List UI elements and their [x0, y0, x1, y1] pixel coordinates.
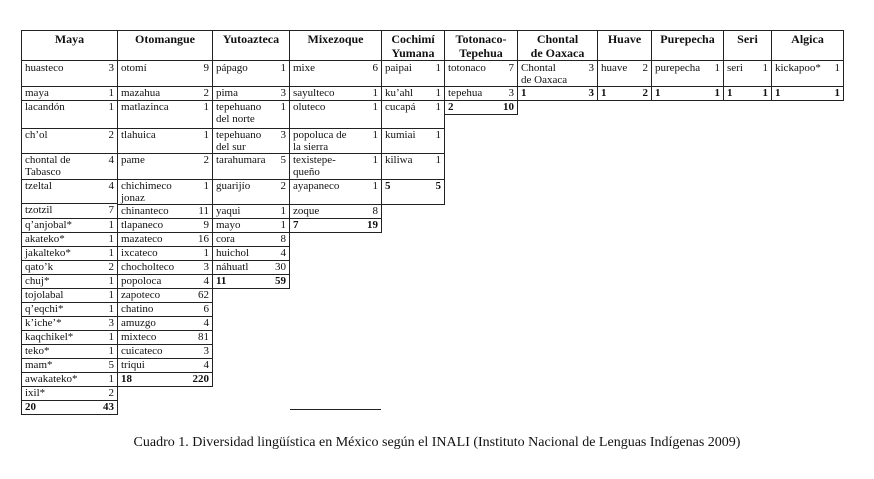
language-row: [21, 86, 118, 101]
language-row: [21, 386, 118, 401]
language-row: [289, 86, 382, 101]
variant-count: 9: [203, 62, 209, 74]
variant-count: 7: [108, 204, 114, 216]
language-row: [597, 61, 652, 87]
variant-count: 4: [108, 154, 114, 166]
variant-count: 1: [372, 87, 378, 99]
variant-count: 1: [762, 62, 768, 74]
language-row: [212, 128, 290, 154]
language-name: kickapoo*: [775, 62, 821, 74]
total-row: [21, 400, 118, 415]
language-row: [21, 153, 118, 180]
language-name: totonaco: [448, 62, 486, 74]
language-row: [517, 61, 598, 87]
language-name: cora: [216, 233, 235, 245]
total-language-count: 20: [25, 401, 36, 413]
language-name: popoluca de la sierra: [293, 129, 347, 153]
variant-count: 1: [108, 345, 114, 357]
variant-count: 8: [372, 205, 378, 217]
language-name: ixil*: [25, 387, 46, 399]
variant-count: 1: [108, 275, 114, 287]
variant-count: 3: [203, 345, 209, 357]
language-name: chuj*: [25, 275, 50, 287]
total-language-count: 11: [216, 275, 227, 287]
variant-count: 6: [372, 62, 378, 74]
column-header: Yutoazteca: [212, 30, 290, 61]
variant-count: 2: [108, 387, 114, 399]
variant-count: 1: [280, 219, 286, 231]
variant-count: 3: [280, 87, 286, 99]
language-name: teko*: [25, 345, 50, 357]
language-row: [117, 232, 213, 247]
language-row: [21, 218, 118, 233]
column-header: Seri: [723, 30, 772, 61]
language-row: [212, 204, 290, 219]
variant-count: 3: [508, 87, 514, 99]
variant-count: 1: [372, 154, 378, 166]
language-name: qato’k: [25, 261, 54, 273]
variant-count: 1: [435, 129, 441, 141]
language-name: paipai: [385, 62, 412, 74]
language-name: tarahumara: [216, 154, 266, 166]
language-name: ch’ol: [25, 129, 48, 141]
language-name: zoque: [293, 205, 320, 217]
language-name: chinanteco: [121, 205, 169, 217]
language-row: [117, 100, 213, 129]
language-name: popoloca: [121, 275, 162, 287]
language-row: [381, 86, 445, 101]
total-row: [771, 86, 844, 101]
variant-count: 9: [203, 219, 209, 231]
language-name: chatino: [121, 303, 154, 315]
language-name: zapoteco: [121, 289, 161, 301]
variant-count: 11: [198, 205, 209, 217]
language-row: [21, 246, 118, 261]
language-name: mazateco: [121, 233, 163, 245]
language-row: [212, 179, 290, 205]
language-row: [21, 372, 118, 387]
variant-count: 1: [834, 62, 840, 74]
language-name: oluteco: [293, 101, 326, 113]
total-language-count: 7: [293, 219, 299, 231]
language-row: [21, 274, 118, 289]
variant-count: 1: [435, 87, 441, 99]
language-row: [21, 61, 118, 87]
column-header: Purepecha: [651, 30, 724, 61]
variant-count: 5: [108, 359, 114, 371]
language-name: tepehuano del norte: [216, 101, 262, 125]
variant-count: 1: [203, 247, 209, 259]
language-row: [21, 232, 118, 247]
total-row: [444, 100, 518, 115]
language-row: [117, 204, 213, 219]
variant-count: 1: [203, 101, 209, 113]
variant-count: 1: [280, 101, 286, 113]
language-name: lacandón: [25, 101, 65, 113]
language-row: [651, 61, 724, 87]
total-language-count: 1: [655, 87, 661, 99]
column-header: Huave: [597, 30, 652, 61]
language-row: [117, 288, 213, 303]
language-row: [212, 260, 290, 275]
variant-count: 3: [588, 62, 594, 74]
variant-count: 1: [108, 373, 114, 385]
language-row: [21, 203, 118, 219]
language-name: mayo: [216, 219, 241, 231]
language-row: [117, 274, 213, 289]
language-row: [117, 358, 213, 373]
total-variant-count: 1: [762, 87, 768, 99]
language-name: ayapaneco: [293, 180, 340, 192]
column-header: Mixezoque: [289, 30, 382, 61]
language-row: [117, 61, 213, 87]
language-name: pápago: [216, 62, 248, 74]
total-row: [212, 274, 290, 289]
variant-count: 3: [203, 261, 209, 273]
language-name: purepecha: [655, 62, 701, 74]
language-name: tzeltal: [25, 180, 52, 192]
language-name: mixteco: [121, 331, 157, 343]
variant-count: 2: [108, 261, 114, 273]
language-row: [771, 61, 844, 87]
language-name: tlapaneco: [121, 219, 164, 231]
language-row: [117, 218, 213, 233]
language-row: [444, 61, 518, 87]
language-name: huasteco: [25, 62, 64, 74]
column-header: Cochimí Yumana: [381, 30, 445, 61]
total-variant-count: 43: [103, 401, 114, 413]
total-row: [289, 218, 382, 233]
total-row: [723, 86, 772, 101]
variant-count: 3: [108, 317, 114, 329]
language-name: Chontal de Oaxaca: [521, 62, 568, 86]
divider-line: [290, 409, 381, 410]
total-row: [517, 86, 598, 101]
language-name: kumiai: [385, 129, 416, 141]
language-name: q’eqchi*: [25, 303, 64, 315]
language-name: chontal de Tabasco: [25, 154, 71, 178]
variant-count: 3: [280, 129, 286, 141]
variant-count: 6: [203, 303, 209, 315]
total-variant-count: 10: [503, 101, 514, 113]
language-row: [21, 288, 118, 303]
language-name: pima: [216, 87, 238, 99]
language-name: yaqui: [216, 205, 241, 217]
language-row: [21, 302, 118, 317]
total-language-count: 5: [385, 180, 391, 192]
language-name: tlahuica: [121, 129, 156, 141]
variant-count: 1: [108, 247, 114, 259]
language-row: [117, 86, 213, 101]
total-row: [597, 86, 652, 101]
language-row: [289, 61, 382, 87]
variant-count: 1: [372, 129, 378, 141]
language-row: [212, 153, 290, 180]
language-row: [21, 316, 118, 331]
language-name: seri: [727, 62, 743, 74]
column-header: Algica: [771, 30, 844, 61]
language-row: [21, 358, 118, 373]
variant-count: 4: [280, 247, 286, 259]
variant-count: 1: [108, 233, 114, 245]
total-language-count: 1: [775, 87, 781, 99]
language-row: [21, 128, 118, 154]
variant-count: 1: [108, 219, 114, 231]
language-name: mixe: [293, 62, 315, 74]
language-name: ixcateco: [121, 247, 158, 259]
language-row: [381, 153, 445, 180]
language-row: [289, 153, 382, 180]
language-name: náhuatl: [216, 261, 249, 273]
variant-count: 1: [108, 303, 114, 315]
language-name: huave: [601, 62, 628, 74]
total-variant-count: 1: [834, 87, 840, 99]
language-row: [117, 153, 213, 180]
language-row: [21, 260, 118, 275]
variant-count: 4: [203, 359, 209, 371]
language-name: maya: [25, 87, 49, 99]
variant-count: 1: [108, 289, 114, 301]
language-name: guarijío: [216, 180, 251, 192]
language-name: jakalteko*: [25, 247, 71, 259]
language-name: kaqchikel*: [25, 331, 74, 343]
column-header: Totonaco- Tepehua: [444, 30, 518, 61]
total-row: [117, 372, 213, 387]
language-name: texistepe- queño: [293, 154, 336, 178]
total-language-count: 2: [448, 101, 454, 113]
variant-count: 1: [435, 154, 441, 166]
variant-count: 62: [198, 289, 209, 301]
variant-count: 1: [280, 205, 286, 217]
language-row: [289, 179, 382, 205]
language-row: [21, 179, 118, 204]
language-name: mam*: [25, 359, 53, 371]
total-variant-count: 19: [367, 219, 378, 231]
language-name: akateko*: [25, 233, 65, 245]
language-row: [212, 232, 290, 247]
language-row: [117, 330, 213, 345]
language-name: awakateko*: [25, 373, 78, 385]
total-variant-count: 3: [588, 87, 594, 99]
language-row: [21, 344, 118, 359]
language-row: [117, 344, 213, 359]
language-name: tojolabal: [25, 289, 64, 301]
variant-count: 1: [108, 101, 114, 113]
column-header: Otomangue: [117, 30, 213, 61]
total-language-count: 18: [121, 373, 132, 385]
language-row: [117, 246, 213, 261]
language-name: cuicateco: [121, 345, 163, 357]
total-variant-count: 2: [642, 87, 648, 99]
variant-count: 4: [203, 275, 209, 287]
language-row: [117, 260, 213, 275]
variant-count: 1: [435, 62, 441, 74]
variant-count: 1: [280, 62, 286, 74]
variant-count: 7: [508, 62, 514, 74]
variant-count: 1: [203, 129, 209, 141]
total-variant-count: 220: [192, 373, 209, 385]
total-row: [651, 86, 724, 101]
language-row: [212, 246, 290, 261]
language-row: [444, 86, 518, 101]
language-name: amuzgo: [121, 317, 156, 329]
variant-count: 16: [198, 233, 209, 245]
variant-count: 4: [203, 317, 209, 329]
variant-count: 1: [203, 180, 209, 192]
variant-count: 1: [108, 87, 114, 99]
language-row: [212, 218, 290, 233]
column-header: Chontal de Oaxaca: [517, 30, 598, 61]
language-row: [381, 100, 445, 129]
total-variant-count: 5: [435, 180, 441, 192]
language-row: [117, 128, 213, 154]
variant-count: 1: [108, 331, 114, 343]
variant-count: 81: [198, 331, 209, 343]
variant-count: 4: [108, 180, 114, 192]
language-name: tepehua: [448, 87, 483, 99]
language-row: [289, 204, 382, 219]
variant-count: 1: [372, 180, 378, 192]
variant-count: 8: [280, 233, 286, 245]
total-language-count: 1: [601, 87, 607, 99]
language-row: [117, 316, 213, 331]
variant-count: 3: [108, 62, 114, 74]
variant-count: 2: [280, 180, 286, 192]
column-header: Maya: [21, 30, 118, 61]
language-row: [212, 61, 290, 87]
variant-count: 30: [275, 261, 286, 273]
language-name: matlazinca: [121, 101, 169, 113]
language-name: chichimeco jonaz: [121, 180, 172, 204]
language-name: otomí: [121, 62, 147, 74]
language-row: [381, 61, 445, 87]
language-name: cucapá: [385, 101, 416, 113]
variant-count: 2: [203, 87, 209, 99]
language-name: sayulteco: [293, 87, 335, 99]
variant-count: 2: [642, 62, 648, 74]
language-row: [381, 128, 445, 154]
language-row: [21, 100, 118, 129]
total-variant-count: 1: [714, 87, 720, 99]
language-name: mazahua: [121, 87, 161, 99]
language-row: [117, 179, 213, 205]
language-name: tzotzil: [25, 204, 53, 216]
variant-count: 2: [108, 129, 114, 141]
language-row: [212, 86, 290, 101]
language-name: kiliwa: [385, 154, 413, 166]
language-row: [723, 61, 772, 87]
total-variant-count: 59: [275, 275, 286, 287]
variant-count: 1: [372, 101, 378, 113]
language-name: tepehuano del sur: [216, 129, 262, 153]
language-row: [212, 100, 290, 129]
language-row: [289, 128, 382, 154]
total-language-count: 1: [727, 87, 733, 99]
language-name: pame: [121, 154, 145, 166]
total-row: [381, 179, 445, 205]
language-row: [21, 330, 118, 345]
variant-count: 2: [203, 154, 209, 166]
variant-count: 1: [435, 101, 441, 113]
language-name: chocholteco: [121, 261, 175, 273]
language-row: [289, 100, 382, 129]
language-row: [117, 302, 213, 317]
language-name: ku’ahl: [385, 87, 414, 99]
total-language-count: 1: [521, 87, 527, 99]
table-caption: Cuadro 1. Diversidad lingüística en México según el INALI (Instituto Nacional de Lenguas Indígenas 2009): [133, 435, 741, 450]
language-name: k’iche’*: [25, 317, 62, 329]
language-name: huichol: [216, 247, 249, 259]
variant-count: 5: [280, 154, 286, 166]
language-name: triqui: [121, 359, 145, 371]
language-name: q’anjobal*: [25, 219, 73, 231]
variant-count: 1: [714, 62, 720, 74]
